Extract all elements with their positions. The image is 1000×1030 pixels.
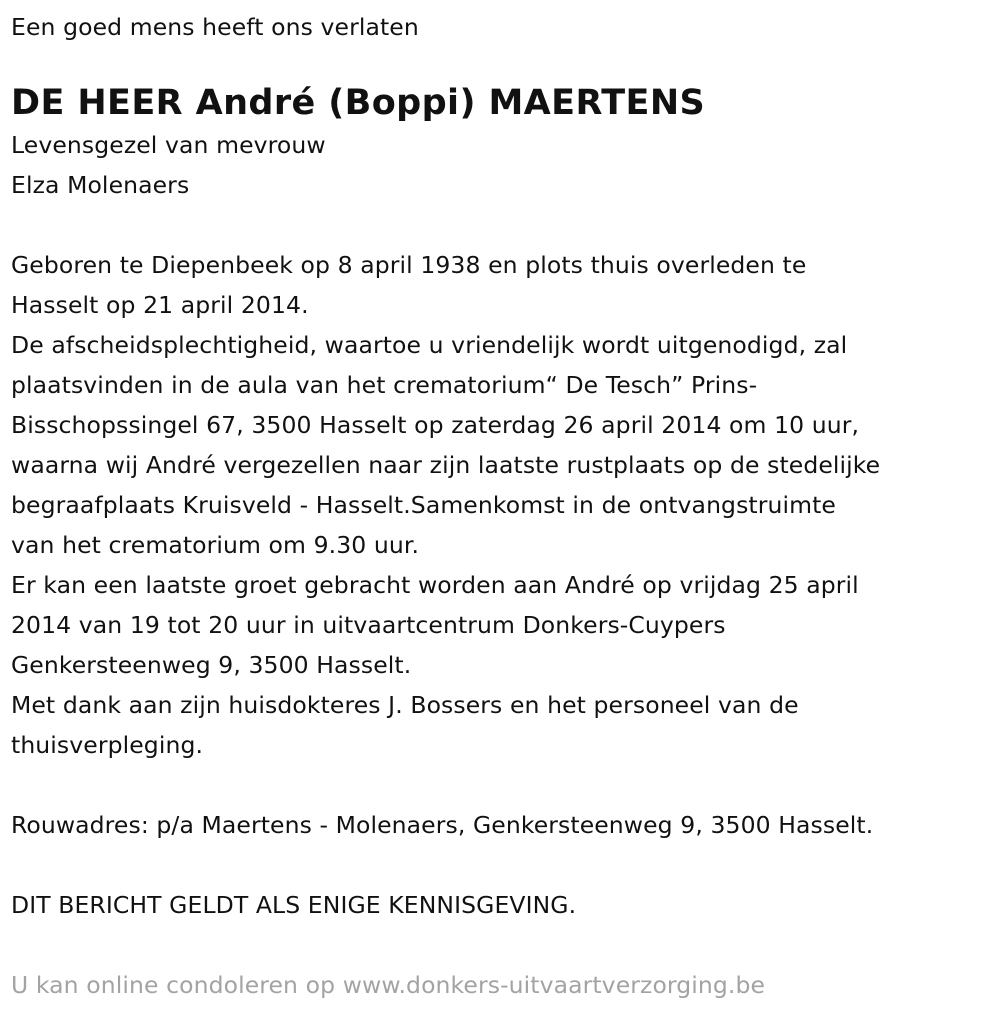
intro-text: Een goed mens heeft ons verlaten <box>11 13 419 41</box>
partner-line: Elza Molenaers <box>11 171 190 199</box>
deceased-name: DE HEER André (Boppi) MAERTENS <box>11 83 706 123</box>
body-line: thuisverpleging. <box>11 731 204 759</box>
body-line: Er kan een laatste groet gebracht worden aan André op vrijdag 25 april <box>11 571 859 599</box>
spacer <box>11 205 1000 245</box>
body-line: Met dank aan zijn huisdokteres J. Bossers en het personeel van de <box>11 691 799 719</box>
partner-line: Levensgezel van mevrouw <box>11 131 326 159</box>
body-line: waarna wij André vergezellen naar zijn laatste rustplaats op de stedelijke <box>11 451 881 479</box>
body-line: begraafplaats Kruisveld - Hasselt.Samenkomst in de ontvangstruimte <box>11 491 836 519</box>
body-line: Bisschopssingel 67, 3500 Hasselt op zaterdag 26 april 2014 om 10 uur, <box>11 411 860 439</box>
spacer <box>11 925 1000 965</box>
notice-text: DIT BERICHT GELDT ALS ENIGE KENNISGEVING. <box>11 891 577 919</box>
obituary-body <box>11 245 1000 765</box>
body-line: Hasselt op 21 april 2014. <box>11 291 309 319</box>
body-line: De afscheidsplechtigheid, waartoe u vriendelijk wordt uitgenodigd, zal <box>11 331 848 359</box>
body-line: Genkersteenweg 9, 3500 Hasselt. <box>11 651 412 679</box>
body-line: plaatsvinden in de aula van het crematorium“ De Tesch” Prins- <box>11 371 758 399</box>
body-line: van het crematorium om 9.30 uur. <box>11 531 420 559</box>
body-line: Geboren te Diepenbeek op 8 april 1938 en plots thuis overleden te <box>11 251 807 279</box>
spacer <box>11 845 1000 885</box>
partner-block <box>11 125 1000 205</box>
spacer <box>11 765 1000 805</box>
online-condolence-text: U kan online condoleren op www.donkers-uitvaartverzorging.be <box>11 971 766 999</box>
mourning-address: Rouwadres: p/a Maertens - Molenaers, Genkersteenweg 9, 3500 Hasselt. <box>11 811 874 839</box>
body-line: 2014 van 19 tot 20 uur in uitvaartcentrum Donkers-Cuypers <box>11 611 726 639</box>
